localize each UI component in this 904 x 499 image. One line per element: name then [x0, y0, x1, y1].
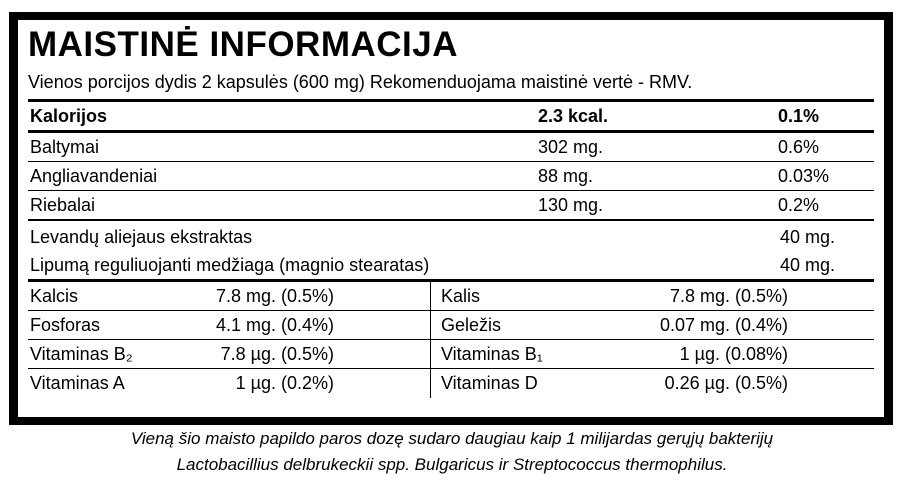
calories-amount: 2.3 kcal.: [538, 106, 609, 126]
mineral-value: 7.8 mg. (0.5%): [669, 286, 788, 306]
mineral-name: Geležis: [441, 315, 502, 335]
mineral-value: 7.8 mg. (0.5%): [215, 286, 334, 306]
macro-amount: 130 mg.: [538, 195, 604, 215]
mineral-name: Vitaminas D: [441, 373, 538, 393]
mineral-name: Vitaminas B₂: [30, 344, 133, 364]
macro-row: [28, 191, 874, 219]
macro-name: Riebalai: [30, 195, 96, 215]
extract-row: [28, 251, 874, 279]
footer-line: Lactobacillius delbrukeckii spp. Bulgaricus ir Streptococcus thermophilus.: [176, 455, 728, 474]
mineral-name: Vitaminas A: [30, 373, 125, 393]
macro-rmv: 0.2%: [778, 195, 820, 215]
page-title: MAISTINĖ INFORMACIJA: [28, 25, 458, 64]
calories-rmv: 0.1%: [778, 106, 820, 126]
macro-name: Baltymai: [30, 137, 100, 157]
extract-row: [28, 223, 874, 251]
mineral-value: 0.07 mg. (0.4%): [659, 315, 788, 335]
mineral-row: [28, 340, 874, 368]
mineral-name: Vitaminas B₁: [441, 344, 543, 364]
mineral-value: 4.1 mg. (0.4%): [215, 315, 334, 335]
extract-name: Levandų aliejaus ekstraktas: [30, 227, 253, 247]
divider: [28, 219, 874, 221]
macro-rmv: 0.03%: [778, 166, 830, 186]
macro-amount: 302 mg.: [538, 137, 604, 157]
mineral-row: [28, 369, 874, 397]
mineral-value: 0.26 µg. (0.5%): [664, 373, 788, 393]
mineral-value: 1 µg. (0.08%): [679, 344, 788, 364]
mineral-row: [28, 311, 874, 339]
calories-label: Kalorijos: [30, 106, 108, 126]
calories-row: [28, 102, 874, 130]
macro-name: Angliavandeniai: [30, 166, 158, 186]
minerals-table: [28, 279, 874, 397]
extract-amount: 40 mg.: [780, 255, 836, 275]
mineral-value: 7.8 µg. (0.5%): [220, 344, 334, 364]
extract-amount: 40 mg.: [780, 227, 836, 247]
macro-amount: 88 mg.: [538, 166, 594, 186]
label-frame: [9, 12, 893, 425]
macro-row: [28, 133, 874, 161]
macro-rmv: 0.6%: [778, 137, 820, 157]
mineral-row: [28, 282, 874, 310]
mineral-name: Fosforas: [30, 315, 101, 335]
mineral-value: 1 µg. (0.2%): [235, 373, 334, 393]
serving-size-text: Vienos porcijos dydis 2 kapsulės (600 mg) Rekomenduojama maistinė vertė - RMV.: [28, 72, 693, 92]
extract-name: Lipumą reguliuojanti medžiaga (magnio stearatas): [30, 255, 430, 275]
macro-row: [28, 162, 874, 190]
footer-line: Vieną šio maisto papildo paros dozę sudaro daugiau kaip 1 milijardas gerųjų bakterijų: [130, 429, 774, 448]
nutrition-panel: [18, 20, 884, 417]
footer-note: [0, 426, 904, 478]
mineral-name: Kalcis: [30, 286, 79, 306]
mineral-name: Kalis: [441, 286, 481, 306]
